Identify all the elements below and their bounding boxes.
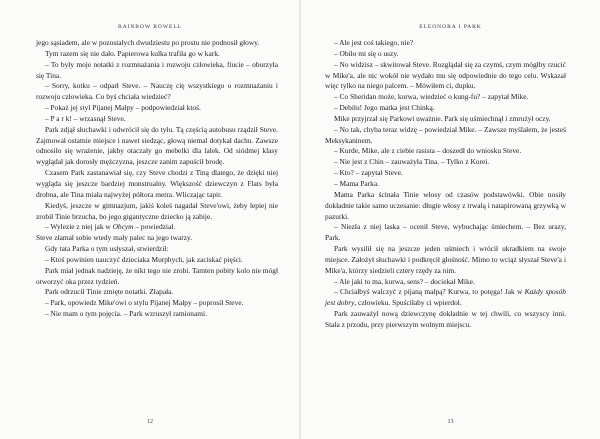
paragraph: – Co Sheridan może, kurwa, wiedzieć o kung-fu? – zapytał Mike. [334, 92, 529, 102]
paragraph: – Nie mam o tym pojęcia. – Park wzruszył ramionami. [45, 309, 207, 319]
paragraph: Kiedyś, jeszcze w gimnazjum, jakiś koleś nagadał Steve'owi, żeby lepiej nie zrobił Tinie brzucha, bo jego gigantyczne dziecko ją zabije. [36, 200, 278, 221]
paragraph: – Chciałbyś walczyć z pijaną małpą? Kurwa, to potęga! Jak w Każdy sposób jest dobry, człowieku. Spuściłaby ci wpierdol. [325, 287, 566, 308]
paragraph: – Obiło mi się o uszy. [334, 48, 399, 58]
paragraph: Tym razem się nie dało. Papierowa kulka trafiła go w kark. [45, 48, 220, 58]
paragraph: – To były moje notatki z rozmnażania i rozwoju człowieka, fiucie – oburzyła się Tina. [36, 59, 278, 80]
paragraph: Czasem Park zastanawiał się, czy Steve chodzi z Tiną dlatego, że dzięki niej wygląda się jeszcze bardziej monstrualny. Większość dziewczyn z Flats była drobna, ale Tina miała najwyżej półtora metra. Wliczając tapir. [36, 168, 278, 199]
paragraph: – Wylezie z niej jak w Obcym – powiedział. [45, 222, 176, 232]
paragraph: – Ale jest coś takiego, nie? [334, 38, 414, 47]
paragraph: – Mama Parka. [334, 178, 379, 188]
paragraph: Park miał jednak nadzieję, że nikt tego nie zrobi. Tamten pobity kolo nie mógł otworzyć oka przez tydzień. [36, 265, 278, 286]
paragraph: Park zdjął słuchawki i odwrócił się do tyłu. Tą częścią autobusu rządził Steve. Zajmował ostatnie miejsce i nawet siedząc, głową niemal dotykał dachu. Zawsze odnosiło się wrażenie, jakby otaczały go mebelki dla lalek. Od siódmej klasy wyglądał jak dorosły mężczyzna, jeszcze zanim zapuścił brodę. [36, 124, 278, 167]
paragraph: – P a r k! – wrzasnął Steve. [45, 113, 126, 123]
paragraph: – Ale jaki to ma, kurwa, sens? – dociekał Mike. [334, 276, 475, 286]
paragraph: – Nie jest z Chin – zauważyła Tina. – Tylko z Korei. [334, 157, 490, 167]
paragraph: – Kurde, Mike, ale z ciebie rasista – doszedł do wniosku Steve. [334, 146, 522, 156]
paragraph: Mama Parka ścinała Tinie włosy od czasów podstawówki. Obie nosiły dokładnie takie samo uczesanie: długie włosy z trwałą i natapirowaną grzywką w pazurki. [325, 189, 566, 221]
page-number: 13 [447, 419, 454, 425]
paragraph: Gdy tata Parka o tym usłyszał, stwierdził: [45, 244, 169, 254]
paragraph: jego sąsiadem, ale w pozostałych dwudziestu po prostu nie podnosił głowy. [36, 38, 260, 47]
paragraph: – Park, opowiedz Mike'owi o stylu Pijanej Małpy – poprosił Steve. [45, 298, 244, 308]
paragraph: – Debilu! Jego matka jest Chinką. [334, 103, 435, 113]
paragraph: – Kto? – zapytał Steve. [334, 168, 403, 178]
page-number: 12 [147, 419, 153, 425]
paragraph: – No widzisz – skwitował Steve. Rozglądał się za czymś, czym mógłby rzucić w Mike'a, ale nic wokół nie wydało mu się odpowiednie do tego celu. Wskazał więc tylko na niego palcem. – Mówiłem ci, dupku. [325, 59, 566, 91]
paragraph: Park odrzucił Tinie zmięte notatki. Złapała. [45, 287, 174, 297]
paragraph: – No tak, chyba teraz widzę – powiedział Mike. – Zawsze myślałem, że jesteś Meksykaninem. [325, 124, 566, 145]
paragraph: Park zauważył nową dziewczynę dokładnie w tej chwili, co wszyscy inni. Stała z przodu, przy pierwszym wolnym miejscu. [325, 309, 566, 329]
paragraph: – Pokaż jej styl Pijanej Małpy – podpowiedział ktoś. [45, 103, 201, 113]
paragraph: Park wysilił się na jeszcze jeden uśmiech i wrócił ukradkiem na swoje miejsce. Założył słuchawki i podkręcił głośność. Mimo to wciąż słyszał Steve'a i Mike'a, którzy siedzieli cztery rzędy za nim. [325, 244, 566, 275]
paragraph: Mike przyjrzał się Parkowi uważnie. Park się uśmiechnął i zmrużył oczy. [334, 113, 551, 123]
paragraph: – Sorry, kotku – odparł Steve. – Nauczę cię wszystkiego o rozmnażaniu i rozwoju człowieka. Co byś chciała wiedzieć? [36, 81, 278, 102]
paragraph: Steve złamał sobie wtedy mały palec na jego twarzy. [36, 233, 193, 243]
left-page-body [36, 38, 278, 320]
running-head-title: ELEONORA I PARK [419, 24, 482, 30]
paragraph: – Ktoś powinien nauczyć dzieciaka Murphych, jak zaciskać pięści. [45, 254, 243, 264]
right-page [300, 0, 600, 439]
paragraph: – Niezła z niej laska – ocenił Steve, wybuchając śmiechem. – Bez urazy, Park. [325, 222, 566, 243]
right-page-body [325, 38, 566, 331]
running-head-author: RAINBOW ROWELL [118, 24, 182, 30]
